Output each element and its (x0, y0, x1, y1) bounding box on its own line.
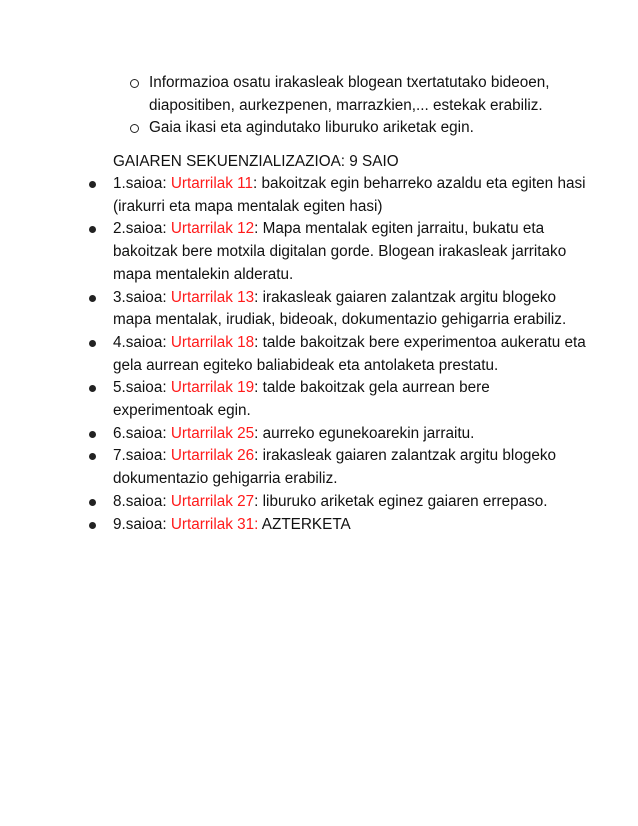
session-date: Urtarrilak 19 (170, 379, 255, 397)
session-description: : aurreko egunekoarekin jarraitu. (254, 424, 475, 442)
bullet-dot-icon (89, 340, 96, 347)
bullet-dot-icon (89, 226, 96, 233)
session-label: 1.saioa: (113, 175, 171, 192)
session-description: : talde bakoitzak gela aurrean bere experimentoak egin. (113, 379, 490, 420)
session-item (88, 423, 588, 446)
session-item (88, 218, 588, 286)
sub-item-text: Informazioa osatu irakasleak blogean txertatutako bideoen, diapositiben, aurkezpenen, marrazkien,... estekak erabiliz. (149, 74, 550, 114)
session-item (88, 514, 588, 537)
session-date: Urtarrilak 11 (170, 175, 253, 192)
session-date: Urtarrilak 18 (170, 333, 255, 351)
session-label: 9.saioa: (113, 515, 171, 533)
session-description: : liburuko ariketak eginez gaiaren errepaso. (254, 492, 548, 510)
session-date: Urtarrilak 25 (170, 424, 255, 442)
section-heading: GAIAREN SEKUENZIALIZAZIOA: 9 SAIO (113, 153, 399, 170)
session-label: 5.saioa: (113, 379, 171, 397)
session-label: 8.saioa: (113, 492, 171, 510)
hollow-circle-bullet-icon (130, 124, 139, 133)
session-item (88, 377, 588, 422)
session-description: : irakasleak gaiaren zalantzak argitu blogeko mapa mentalak, irudiak, bideoak, dokumentazio gehigarria erabiliz. (113, 288, 567, 329)
bullet-dot-icon (89, 385, 96, 392)
session-item (88, 173, 588, 218)
session-label: 6.saioa: (113, 424, 171, 442)
sub-bullet-list (127, 72, 597, 140)
session-item (88, 445, 588, 490)
session-date: Urtarrilak 12 (170, 220, 255, 238)
session-description: : bakoitzak egin beharreko azaldu eta egiten hasi (irakurri eta mapa mentalak egiten hasi) (113, 175, 586, 215)
bullet-dot-icon (89, 453, 96, 460)
sub-list-item (127, 72, 597, 117)
session-date: Urtarrilak 13 (170, 288, 255, 306)
bullet-dot-icon (89, 522, 96, 529)
session-label: 3.saioa: (113, 288, 171, 306)
session-item (88, 491, 588, 514)
session-description: : Mapa mentalak egiten jarraitu, bukatu eta bakoitzak bere motxila digitalan gorde. Blogean irakasleak jarritako mapa mentalekin alderatu. (113, 220, 567, 283)
session-date: Urtarrilak 26 (170, 447, 255, 465)
session-description: : irakasleak gaiaren zalantzak argitu blogeko dokumentazio gehigarria erabiliz. (113, 447, 557, 488)
session-item (88, 287, 588, 332)
bullet-dot-icon (89, 499, 96, 506)
session-description: AZTERKETA (258, 515, 351, 533)
session-list (88, 173, 588, 536)
session-label: 4.saioa: (113, 333, 171, 351)
session-label: 7.saioa: (113, 447, 171, 465)
session-label: 2.saioa: (113, 220, 171, 238)
sub-list-item (127, 117, 597, 140)
session-date: Urtarrilak 31: (170, 515, 259, 533)
session-item (88, 332, 588, 377)
bullet-dot-icon (89, 295, 96, 302)
sub-item-text: Gaia ikasi eta agindutako liburuko ariketak egin. (149, 119, 474, 137)
bullet-dot-icon (89, 181, 96, 188)
session-description: : talde bakoitzak bere experimentoa aukeratu eta gela aurrean egiteko baliabideak eta antolaketa prestatu. (113, 333, 586, 374)
bullet-dot-icon (89, 431, 96, 438)
session-date: Urtarrilak 27 (170, 492, 255, 510)
hollow-circle-bullet-icon (130, 79, 139, 88)
